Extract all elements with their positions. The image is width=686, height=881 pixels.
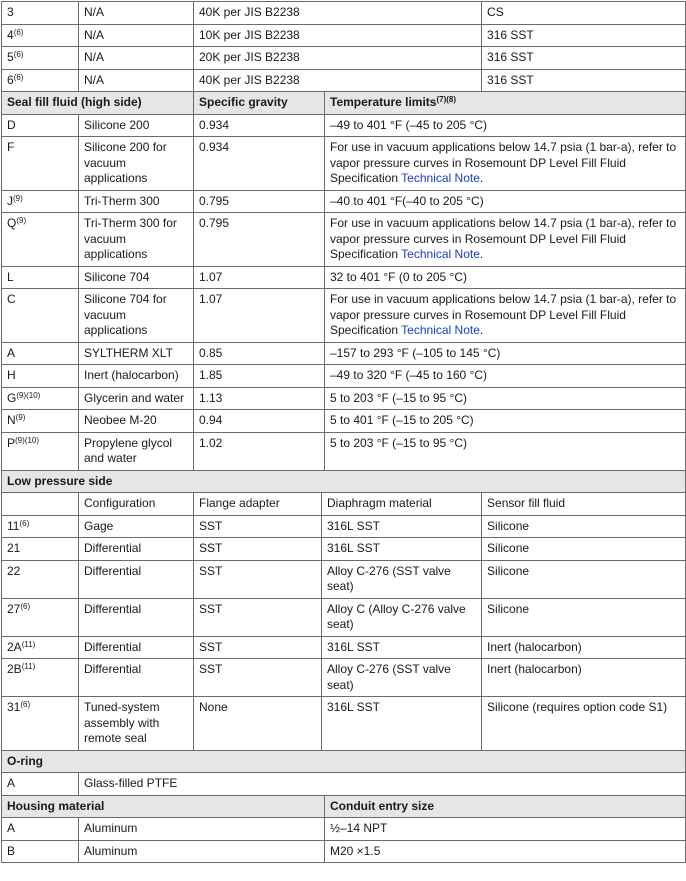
table-row	[2, 190, 686, 213]
fluid-name: Silicone 704	[79, 266, 194, 289]
cell: N/A	[79, 47, 194, 70]
cell: N/A	[79, 24, 194, 47]
table-row	[2, 137, 686, 191]
specific-gravity: 1.07	[194, 289, 325, 343]
temperature-limits: –157 to 293 °F (–105 to 145 °C)	[325, 342, 686, 365]
section-header-oring	[2, 750, 686, 773]
diaphragm-material: 316L SST	[322, 697, 482, 751]
table-row	[2, 2, 686, 25]
model-code: 6$^{(6)}$	[2, 69, 79, 92]
table-row	[2, 515, 686, 538]
flange-adapter: SST	[194, 598, 322, 636]
cell: CS	[482, 2, 686, 25]
model-code: $2A^{(11)}$	[2, 636, 79, 659]
model-code: $2B^{(11)}$	[2, 659, 79, 697]
temperature-limits: –49 to 401 °F (–45 to 205 °C)	[325, 114, 686, 137]
technical-note-link[interactable]: Technical Note	[401, 323, 480, 337]
temperature-limits: –49 to 320 °F (–45 to 160 °C)	[325, 365, 686, 388]
fluid-name: Tri-Therm 300	[79, 190, 194, 213]
sensor-fill-fluid: Inert (halocarbon)	[482, 636, 686, 659]
configuration: Differential	[79, 659, 194, 697]
specific-gravity: 1.07	[194, 266, 325, 289]
technical-note-link[interactable]: Technical Note	[401, 247, 480, 261]
table-row	[2, 773, 686, 796]
specific-gravity: 1.13	[194, 387, 325, 410]
flange-adapter: SST	[194, 538, 322, 561]
cell: 316 SST	[482, 24, 686, 47]
model-code: 3	[2, 2, 79, 25]
temperature-limits: For use in vacuum applications below 14.7 psia (1 bar-a), refer to vapor pressure curves in Rosemount DP Level Fill Fluid Specification Technical Note.	[325, 289, 686, 343]
model-code: 27$^{(6)}$	[2, 598, 79, 636]
cell: 20K per JIS B2238	[194, 47, 482, 70]
temperature-limits: –40 to 401 °F(–40 to 205 °C)	[325, 190, 686, 213]
model-code: F	[2, 137, 79, 191]
cell: 316 SST	[482, 47, 686, 70]
cell: N/A	[79, 69, 194, 92]
specification-table	[1, 1, 686, 863]
configuration: Differential	[79, 636, 194, 659]
diaphragm-material: 316L SST	[322, 538, 482, 561]
model-code: 21	[2, 538, 79, 561]
table-row	[2, 69, 686, 92]
sensor-fill-fluid: Silicone	[482, 538, 686, 561]
flange-adapter: SST	[194, 515, 322, 538]
specific-gravity: 1.85	[194, 365, 325, 388]
sensor-fill-fluid: Silicone	[482, 560, 686, 598]
diaphragm-material: 316L SST	[322, 636, 482, 659]
diaphragm-material: Alloy C (Alloy C-276 valve seat)	[322, 598, 482, 636]
table-row	[2, 266, 686, 289]
column-header-conduit: Conduit entry size	[325, 795, 686, 818]
fluid-name: Neobee M-20	[79, 410, 194, 433]
table-row	[2, 213, 686, 267]
table-row	[2, 114, 686, 137]
model-code: $N^{(9)}$	[2, 410, 79, 433]
section-title: O-ring	[2, 750, 686, 773]
sensor-fill-fluid: Silicone (requires option code S1)	[482, 697, 686, 751]
cell: 40K per JIS B2238	[194, 2, 482, 25]
model-code: 22	[2, 560, 79, 598]
fluid-name: Silicone 200	[79, 114, 194, 137]
table-row	[2, 659, 686, 697]
flange-adapter: None	[194, 697, 322, 751]
table-row	[2, 342, 686, 365]
fluid-name: Propylene glycol and water	[79, 432, 194, 470]
fluid-name: Silicone 704 for vacuum applications	[79, 289, 194, 343]
table-row	[2, 560, 686, 598]
column-header-row	[2, 493, 686, 516]
model-code: H	[2, 365, 79, 388]
technical-note-link[interactable]: Technical Note	[401, 171, 480, 185]
model-code: $Q^{(9)}$	[2, 213, 79, 267]
model-code: A	[2, 342, 79, 365]
oring-material: Glass-filled PTFE	[79, 773, 686, 796]
table-row	[2, 598, 686, 636]
section-title: Housing material	[2, 795, 325, 818]
section-header-seal-fill	[2, 92, 686, 115]
sensor-fill-fluid: Inert (halocarbon)	[482, 659, 686, 697]
sensor-fill-fluid: Silicone	[482, 515, 686, 538]
model-code: B	[2, 840, 79, 863]
fluid-name: Tri-Therm 300 for vacuum applications	[79, 213, 194, 267]
table-row	[2, 289, 686, 343]
model-code: $P^{(9)(10)}$	[2, 432, 79, 470]
section-header-low-pressure	[2, 470, 686, 493]
diaphragm-material: 316L SST	[322, 515, 482, 538]
cell: 10K per JIS B2238	[194, 24, 482, 47]
table-row	[2, 365, 686, 388]
specific-gravity: 0.795	[194, 213, 325, 267]
model-code: 5$^{(6)}$	[2, 47, 79, 70]
table-row	[2, 47, 686, 70]
column-header-sensor-fill: Sensor fill fluid	[482, 493, 686, 516]
housing-material: Aluminum	[79, 840, 325, 863]
temperature-limits: 5 to 401 °F (–15 to 205 °C)	[325, 410, 686, 433]
model-code: A	[2, 818, 79, 841]
temperature-limits: 5 to 203 °F (–15 to 95 °C)	[325, 387, 686, 410]
table-row	[2, 432, 686, 470]
configuration: Gage	[79, 515, 194, 538]
flange-adapter: SST	[194, 560, 322, 598]
specific-gravity: 0.85	[194, 342, 325, 365]
specific-gravity: 1.02	[194, 432, 325, 470]
temperature-limits: For use in vacuum applications below 14.7 psia (1 bar-a), refer to vapor pressure curves in Rosemount DP Level Fill Fluid Specification Technical Note.	[325, 213, 686, 267]
cell: N/A	[79, 2, 194, 25]
table-row	[2, 538, 686, 561]
temperature-limits: 5 to 203 °F (–15 to 95 °C)	[325, 432, 686, 470]
diaphragm-material: Alloy C-276 (SST valve seat)	[322, 560, 482, 598]
configuration: Differential	[79, 560, 194, 598]
configuration: Tuned-system assembly with remote seal	[79, 697, 194, 751]
specific-gravity: 0.934	[194, 114, 325, 137]
fluid-name: Inert (halocarbon)	[79, 365, 194, 388]
table-row	[2, 818, 686, 841]
blank-cell	[2, 493, 79, 516]
sensor-fill-fluid: Silicone	[482, 598, 686, 636]
column-header-flange-adapter: Flange adapter	[194, 493, 322, 516]
column-header-diaphragm: Diaphragm material	[322, 493, 482, 516]
model-code: $J^{(9)}$	[2, 190, 79, 213]
section-title: Seal fill fluid (high side)	[2, 92, 194, 115]
housing-material: Aluminum	[79, 818, 325, 841]
diaphragm-material: Alloy C-276 (SST valve seat)	[322, 659, 482, 697]
table-row	[2, 387, 686, 410]
model-code: D	[2, 114, 79, 137]
model-code: 31$^{(6)}$	[2, 697, 79, 751]
flange-adapter: SST	[194, 636, 322, 659]
column-header-configuration: Configuration	[79, 493, 194, 516]
table-row	[2, 697, 686, 751]
specific-gravity: 0.795	[194, 190, 325, 213]
column-header-gravity: Specific gravity	[194, 92, 325, 115]
model-code: 4$^{(6)}$	[2, 24, 79, 47]
section-header-housing	[2, 795, 686, 818]
table-row	[2, 636, 686, 659]
model-code: 11$^{(6)}$	[2, 515, 79, 538]
section-title: Low pressure side	[2, 470, 686, 493]
table-row	[2, 24, 686, 47]
flange-adapter: SST	[194, 659, 322, 697]
temperature-limits: For use in vacuum applications below 14.7 psia (1 bar-a), refer to vapor pressure curves in Rosemount DP Level Fill Fluid Specification Technical Note.	[325, 137, 686, 191]
conduit-entry-size: M20 ×1.5	[325, 840, 686, 863]
cell: 316 SST	[482, 69, 686, 92]
table-row	[2, 410, 686, 433]
model-code: L	[2, 266, 79, 289]
fluid-name: Glycerin and water	[79, 387, 194, 410]
specific-gravity: 0.934	[194, 137, 325, 191]
specific-gravity: 0.94	[194, 410, 325, 433]
temperature-limits: 32 to 401 °F (0 to 205 °C)	[325, 266, 686, 289]
configuration: Differential	[79, 538, 194, 561]
column-header-temperature: Temperature limits$^{(7)(8)}$	[325, 92, 686, 115]
fluid-name: SYLTHERM XLT	[79, 342, 194, 365]
model-code: A	[2, 773, 79, 796]
conduit-entry-size: ½–14 NPT	[325, 818, 686, 841]
fluid-name: Silicone 200 for vacuum applications	[79, 137, 194, 191]
model-code: C	[2, 289, 79, 343]
configuration: Differential	[79, 598, 194, 636]
table-row	[2, 840, 686, 863]
model-code: $G^{(9)(10)}$	[2, 387, 79, 410]
cell: 40K per JIS B2238	[194, 69, 482, 92]
